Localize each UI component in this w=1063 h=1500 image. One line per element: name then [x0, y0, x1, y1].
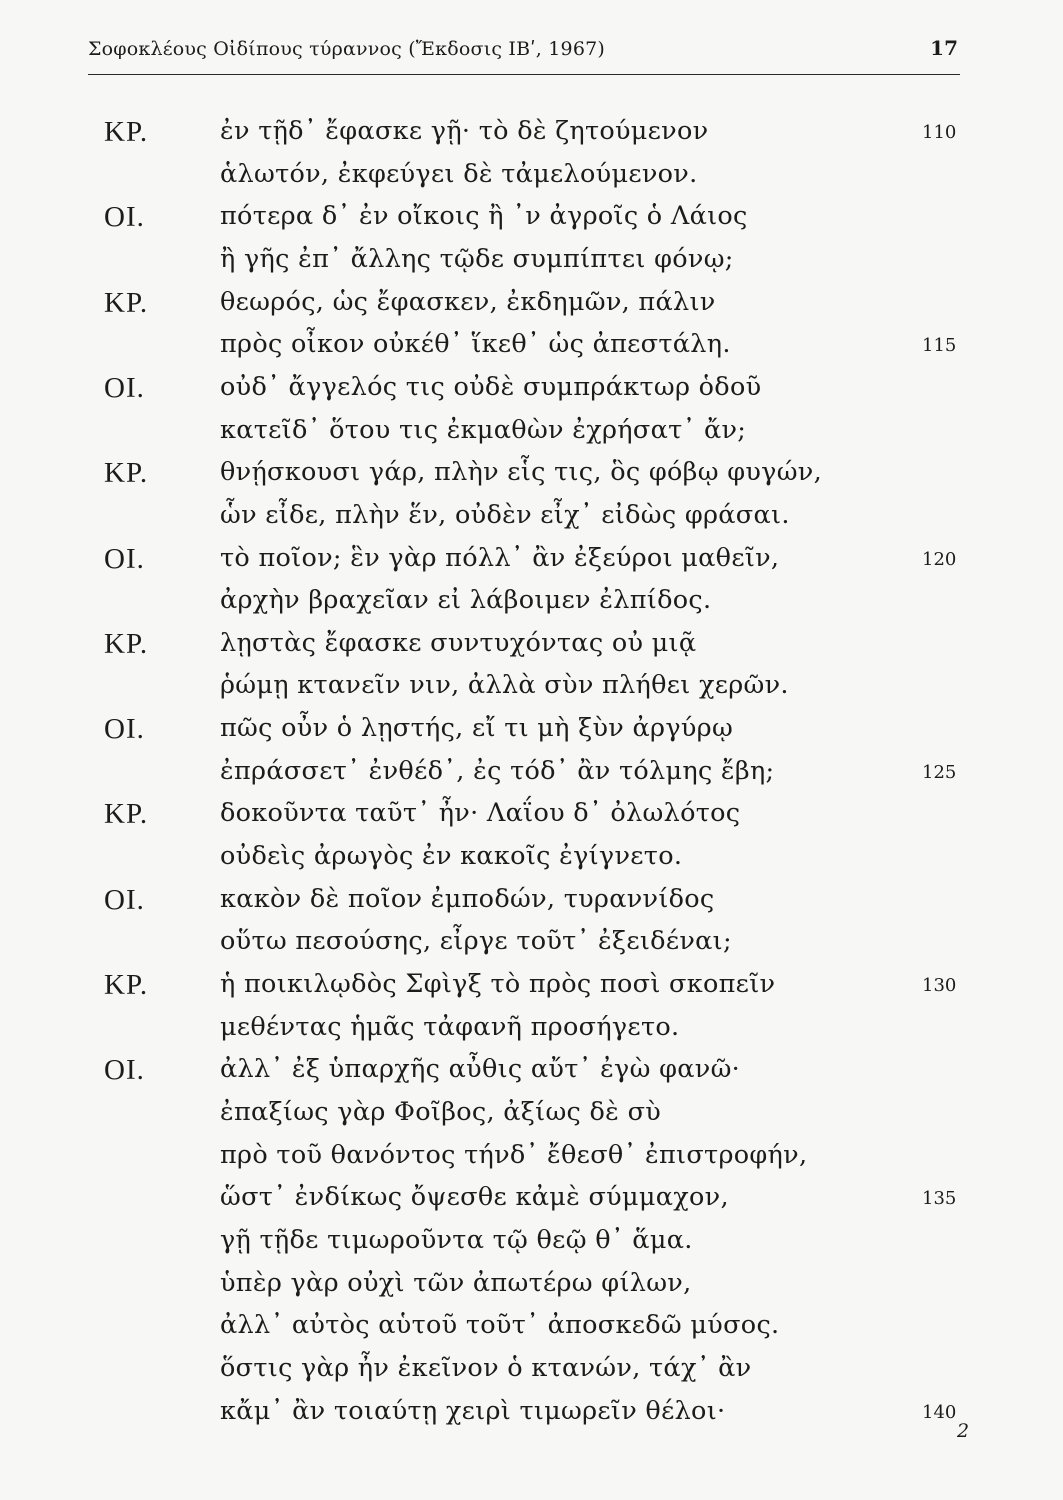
speaker-label: ΚΡ. — [104, 286, 149, 319]
verse-text-line: ἐπράσσετ᾽ ἐνθέδ᾽, ἐς τόδ᾽ ἂν τόλμης ἔβη; — [220, 755, 775, 786]
line-number: 135 — [922, 1188, 957, 1210]
verse-text-line: ἀλλ᾽ ἐξ ὑπαρχῆς αὖθις αὔτ᾽ ἐγὼ φανῶ· — [220, 1054, 741, 1085]
verse-text-line: ὑπὲρ γὰρ οὐχὶ τῶν ἀπωτέρω φίλων, — [220, 1267, 692, 1298]
verse-text-line: κακὸν δὲ ποῖον ἐμποδών, τυραννίδος — [220, 883, 715, 914]
verse-line — [0, 926, 1063, 966]
running-header — [88, 34, 960, 75]
verse-text-line: ἀλλ᾽ αὐτὸς αὑτοῦ τοῦτ᾽ ἀποσκεδῶ μύσος. — [220, 1310, 780, 1341]
verse-line — [0, 244, 1063, 284]
verse-line — [0, 884, 1063, 924]
verse-text-line: ὥστ᾽ ἐνδίκως ὄψεσθε κἀμὲ σύμμαχον, — [220, 1182, 729, 1213]
verse-line — [0, 201, 1063, 241]
line-number: 130 — [922, 975, 957, 996]
line-number: 140 — [922, 1401, 957, 1423]
verse-text-line: ῥώμῃ κτανεῖν νιν, ἀλλὰ σὺν πλήθει χερῶν. — [220, 670, 789, 701]
verse-text-line: πῶς οὖν ὁ λῃστής, εἴ τι μὴ ξὺν ἀργύρῳ — [220, 713, 734, 744]
verse-text-line: ἁλωτόν, ἐκφεύγει δὲ τἀμελούμενον. — [220, 158, 698, 189]
speaker-label: ΟΙ. — [104, 371, 145, 404]
verse-line — [0, 1396, 1063, 1436]
verse-line — [0, 1182, 1063, 1222]
verse-text-line: οὐδεὶς ἀρωγὸς ἐν κακοῖς ἐγίγνετο. — [220, 841, 683, 872]
verse-text-line: κἄμ᾽ ἂν τοιαύτῃ χειρὶ τιμωρεῖν θέλοι· — [220, 1395, 726, 1426]
verse-line — [0, 628, 1063, 668]
speaker-label: ΟΙ. — [104, 542, 145, 575]
verse-line — [0, 1054, 1063, 1094]
speaker-label: ΟΙ. — [104, 1054, 145, 1087]
verse-line — [0, 670, 1063, 710]
verse-text-line: ὅστις γὰρ ἦν ἐκεῖνον ὁ κτανών, τάχ᾽ ἂν — [220, 1352, 752, 1383]
speaker-label: ΟΙ. — [104, 883, 145, 916]
verse-line — [0, 1097, 1063, 1137]
verse-text-line: δοκοῦντα ταῦτ᾽ ἦν· Λαΐου δ᾽ ὀλωλότος — [220, 798, 741, 829]
speaker-label: ΟΙ. — [104, 201, 145, 234]
verse-text-line: θεωρός, ὡς ἔφασκεν, ἐκδημῶν, πάλιν — [220, 286, 716, 317]
verse-line — [0, 841, 1063, 881]
verse-text-line: πρὸ τοῦ θανόντος τήνδ᾽ ἔθεσθ᾽ ἐπιστροφήν, — [220, 1139, 808, 1170]
line-number: 120 — [922, 548, 957, 570]
verse-line — [0, 1353, 1063, 1393]
verse-text-line: λῃστὰς ἔφασκε συντυχόντας οὐ μιᾷ — [220, 627, 697, 658]
verse-line — [0, 329, 1063, 369]
verse-line — [0, 457, 1063, 497]
verse-line — [0, 116, 1063, 156]
signature-mark: 2 — [957, 1420, 970, 1442]
verse-line — [0, 798, 1063, 838]
running-title: Σοφοκλέους Οἰδίπους τύραννος (Ἔκδοσις ΙΒʹ, 1967) — [88, 38, 606, 60]
verse-text-line: μεθέντας ἡμᾶς τἀφανῆ προσήγετο. — [220, 1011, 680, 1042]
speaker-label: ΚΡ. — [104, 116, 149, 148]
verse-line — [0, 756, 1063, 796]
speaker-label: ΚΡ. — [104, 627, 149, 660]
verse-line — [0, 969, 1063, 1009]
verse-line — [0, 585, 1063, 625]
verse-line — [0, 372, 1063, 412]
verse-text-line: ἀρχὴν βραχεῖαν εἰ λάβοιμεν ἐλπίδος. — [220, 585, 712, 616]
verse-line — [0, 713, 1063, 753]
verse-text-line: οὕτω πεσούσης, εἶργε τοῦτ᾽ ἐξειδέναι; — [220, 926, 732, 957]
verse-line — [0, 1140, 1063, 1180]
verse-line — [0, 159, 1063, 199]
verse-line — [0, 415, 1063, 455]
speaker-label: ΚΡ. — [104, 969, 149, 1001]
speaker-label: ΚΡ. — [104, 457, 149, 490]
verse-text-line: κατεῖδ᾽ ὅτου τις ἐκμαθὼν ἐχρήσατ᾽ ἄν; — [220, 414, 747, 445]
verse-line — [0, 1225, 1063, 1265]
verse-text-line: τὸ ποῖον; ἓν γὰρ πόλλ᾽ ἂν ἐξεύροι μαθεῖν, — [220, 542, 780, 573]
verse-text-line: οὐδ᾽ ἄγγελός τις οὐδὲ συμπράκτωρ ὁδοῦ — [220, 371, 762, 402]
verse-text-line: ἐν τῇδ᾽ ἔφασκε γῇ· τὸ δὲ ζητούμενον — [220, 116, 709, 146]
verse-text-line: θνῄσκουσι γάρ, πλὴν εἷς τις, ὃς φόβῳ φυγών, — [220, 457, 822, 488]
line-number: 110 — [922, 122, 957, 143]
verse-text-line: ὧν εἶδε, πλὴν ἕν, οὐδὲν εἶχ᾽ εἰδὼς φράσαι. — [220, 499, 790, 530]
verse-text-line: γῇ τῇδε τιμωροῦντα τῷ θεῷ θ᾽ ἅμα. — [220, 1224, 693, 1255]
verse-text-line: πότερα δ᾽ ἐν οἴκοις ἢ ᾽ν ἀγροῖς ὁ Λάιος — [220, 201, 748, 232]
speaker-label: ΟΙ. — [104, 713, 145, 746]
line-number: 125 — [922, 761, 957, 783]
line-number: 115 — [922, 335, 957, 357]
verse-line — [0, 1310, 1063, 1350]
verse-text-line: ἡ ποικιλῳδὸς Σφὶγξ τὸ πρὸς ποσὶ σκοπεῖν — [220, 969, 776, 999]
page-number: 17 — [930, 36, 958, 60]
verse-line — [0, 500, 1063, 540]
verse-line — [0, 287, 1063, 327]
verse-line — [0, 543, 1063, 583]
verse-text-line: πρὸς οἶκον οὐκέθ᾽ ἵκεθ᾽ ὡς ἀπεστάλη. — [220, 329, 731, 360]
verse-line — [0, 1012, 1063, 1052]
verse-text-line: ἐπαξίως γὰρ Φοῖβος, ἀξίως δὲ σὺ — [220, 1096, 662, 1127]
verse-line — [0, 1268, 1063, 1308]
speaker-label: ΚΡ. — [104, 798, 149, 831]
verse-text-line: ἢ γῆς ἐπ᾽ ἄλλης τῷδε συμπίπτει φόνῳ; — [220, 243, 734, 274]
